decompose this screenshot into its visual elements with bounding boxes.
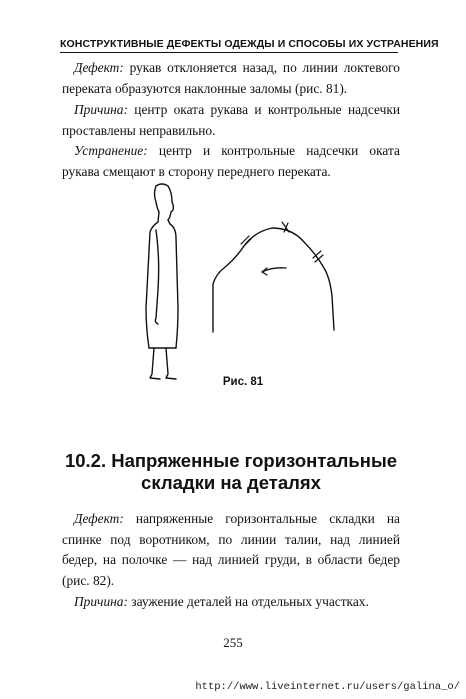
running-head: КОНСТРУКТИВНЫЕ ДЕФЕКТЫ ОДЕЖДЫ И СПОСОБЫ ИХ УСТРАНЕНИЯ <box>60 38 439 50</box>
cause-paragraph-2 <box>62 592 400 613</box>
section-heading-line-1: 10.2. Напряженные горизонтальные <box>64 450 398 471</box>
header-rule <box>60 52 398 53</box>
cause-paragraph <box>62 100 400 141</box>
section-heading <box>62 450 400 494</box>
fix-paragraph <box>62 141 400 182</box>
fix-text: центр и контрольные надсечки оката рукава смещают в сторону переднего переката. <box>62 143 400 179</box>
defect-label: Дефект: <box>74 60 124 75</box>
page-number: 255 <box>223 635 243 650</box>
defect-paragraph-2 <box>62 509 400 591</box>
sleeve-pattern-drawing <box>213 222 334 332</box>
cause-label: Причина: <box>74 102 128 117</box>
defect-label-2: Дефект: <box>74 511 124 526</box>
defect-text: рукав отклоняется назад, по линии локтевого переката образуются наклонные заломы (рис. 81). <box>62 60 400 96</box>
figure-silhouette-drawing <box>146 184 178 379</box>
figure-81-illustration <box>120 178 350 388</box>
defect-paragraph <box>62 58 400 99</box>
cause-label-2: Причина: <box>74 594 128 609</box>
watermark-url: http://www.liveinternet.ru/users/galina_o/ <box>195 681 460 693</box>
section-heading-line-2: складки на деталях <box>141 472 321 493</box>
defect-text-2: напряженные горизонтальные складки на спинке под воротником, по линии талии, над линией бедер, на полочке — над линией груди, в области бедер (рис. 82). <box>62 511 400 588</box>
fix-label: Устранение: <box>74 143 148 158</box>
cause-text-2: заужение деталей на отдельных участках. <box>127 594 369 609</box>
figure-caption: Рис. 81 <box>222 376 264 388</box>
cause-text: центр оката рукава и контрольные надсечки проставлены неправильно. <box>62 102 400 138</box>
